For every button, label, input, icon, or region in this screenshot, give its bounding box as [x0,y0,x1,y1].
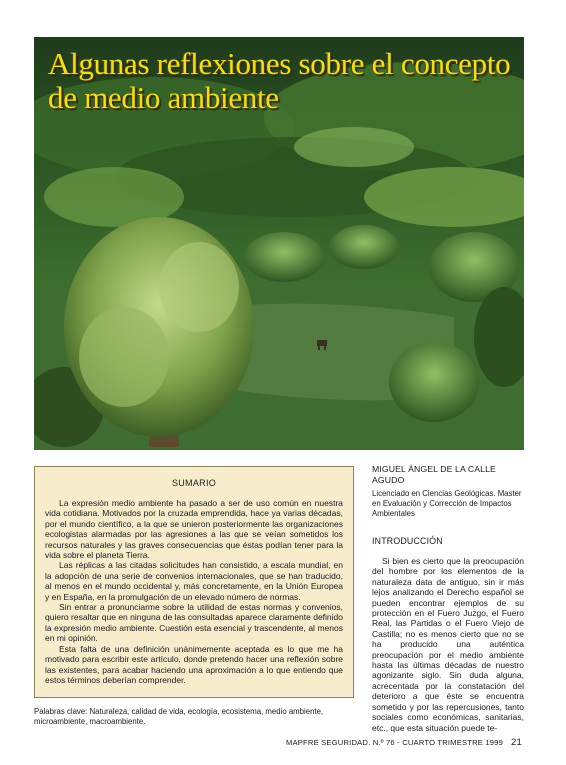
journal-info: MAPFRE SEGURIDAD. N.º 76 - CUARTO TRIMESTRE 1999 [286,738,504,747]
summary-paragraph: Sin entrar a pronunciarme sobre la utilidad de estas normas y convenios, quiero resaltar que en ninguna de las consultadas aparece claramente definido la expresión medio ambiente. Cuestión esta esencial y trascendente, al menos en mi opinión. [45,602,343,644]
article-title: Algunas reflexiones sobre el concepto de medio ambiente [48,46,511,115]
author-credentials: Licenciado en Ciencias Geológicas. Master en Evaluación y Corrección de Impactos Ambientales [372,489,522,518]
page-number: 21 [511,737,522,748]
page-footer [286,737,522,748]
author-block [372,464,524,519]
keywords: Palabras clave: Naturaleza, calidad de vida, ecología, ecosistema, medio ambiente, microambiente, macroambiente. [34,707,324,726]
summary-paragraph: Esta falta de una definición unánimemente aceptada es lo que me ha motivado para escribir este artículo, donde pretendo hacer una reflexión sobre las existentes, para acabar haciendo una aproximación a lo que entiendo que estos términos deberían comprender. [45,643,343,685]
summary-paragraph: La expresión medio ambiente ha pasado a ser de uso común en nuestra vida cotidiana. Motivados por la cruzada emprendida, hace ya varias décadas, por el mundo científico, a la que se unieron posteriormente las organizaciones ecologistas alarmadas por las agresiones a las que se veían sometidos los recursos naturales y las graves consecuencias que éstas podían tener para la vida sobre el planeta Tierra. [45,498,343,561]
summary-box [34,466,354,698]
author-name: MIGUEL ÁNGEL DE LA CALLE AGUDO [372,464,496,485]
summary-heading: SUMARIO [171,478,217,488]
introduction-text: Si bien es cierto que la preocupación del hombre por los elementos de la naturaleza data de antiguo, sin ir más lejos analizando el Derecho español se pueden encontrar ejemplos de su protección en el Fuero Juzgo, el Fuero Real, las Partidas o el Fuero Viejo de Castilla; no es menos cierto que no se ha producido una auténtica preocupación por el medio ambiente hasta las últimas décadas de nuestro agonizante siglo. Sin duda alguna, acrecentada por la constatación del deterioro a que éste se encuentra sometido y por las repercusiones, tanto sociales como económicas, sanitarias, etc., que esta situación puede te- [372,556,524,733]
section-heading: INTRODUCCIÓN [372,536,443,546]
cover-photo [34,37,524,450]
summary-paragraph: Las réplicas a las citadas solicitudes han consistido, a escala mundial, en la adopción de una serie de convenios internacionales, que se han traducido, al menos en el mundo occidental y, más concretamente, en la Unión Europea y en España, en la promulgación de un elevado número de normas. [45,560,343,602]
